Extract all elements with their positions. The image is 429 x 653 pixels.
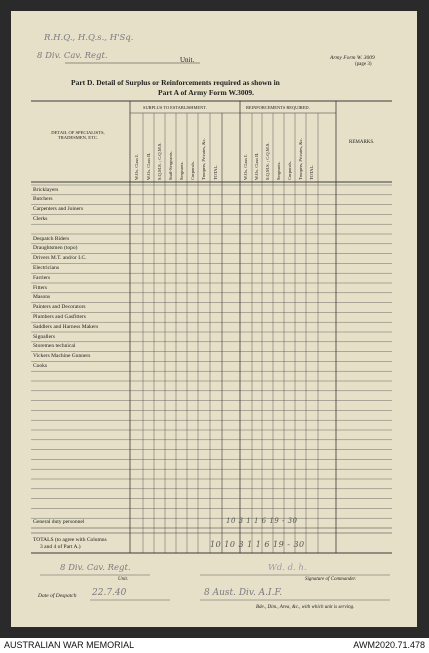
reinforcement-col-0: W.Os. Class I. [243, 154, 248, 180]
totals-values: 10 10 3 1 1 6 19 - 30 [210, 540, 305, 549]
reinforcement-col-5: Troopers, Privates, &c. [297, 138, 303, 180]
general-duty-label: General duty personnel [33, 519, 85, 525]
trade-label: Cooks [33, 362, 48, 369]
date-label: Date of Despatch [38, 593, 77, 599]
trade-label: Saddlers and Harness Makers [33, 323, 99, 330]
reinforcement-col-1: W.Os. Class II. [254, 152, 259, 180]
trade-label: Fitters [33, 284, 48, 291]
bde-label: Bde., Dim., Area, &c., with which unit is serving. [256, 605, 355, 610]
footer-accession: AWM2020.71.478 [353, 640, 425, 650]
form-title-line1: Part D. Detail of Surplus or Reinforcements required as shown in [71, 78, 280, 87]
footer-source: AUSTRALIAN WAR MEMORIAL [4, 640, 135, 650]
trade-label: Masons [33, 294, 51, 301]
surplus-header: SURPLUS TO ESTABLISHMENT. [143, 105, 207, 110]
trade-label: Clerks [33, 215, 48, 222]
surplus-col-1: W.Os. Class II. [145, 152, 151, 180]
remarks-header: REMARKS. [349, 140, 375, 145]
trade-label: Vickers Machine Gunners [33, 353, 91, 360]
bde-handwritten: 8 Aust. Div. A.I.F. [204, 588, 283, 598]
reinforcement-col-2: S.Q.M.S. ; C.Q.M.S. [264, 142, 270, 180]
totals-label-line2: 3 and 4 of Part A.) [40, 544, 81, 550]
trade-label: Carpenters and Joiners [33, 206, 84, 213]
reinforcement-col-4: Corporals. [286, 161, 292, 180]
trade-label: Plumbers and Gasfitters [33, 313, 86, 320]
date-handwritten: 22.7.40 [92, 588, 127, 598]
reinforcement-col-6: TOTAL. [309, 164, 314, 180]
trade-label: Despatch Riders [33, 235, 70, 242]
surplus-col-0: W.Os. Class I. [133, 154, 139, 180]
form-title-line2: Part A of Army Form W.3009. [158, 88, 255, 97]
surplus-col-3: Staff-Sergeants. [167, 151, 173, 180]
signoff-unit-label: Unit. [118, 577, 129, 582]
surplus-col-5: Corporals. [189, 161, 195, 180]
detail-header-line1: DETAIL OF SPECIALISTS, [51, 130, 105, 135]
trade-label: Bricklayers [33, 186, 59, 193]
surplus-col-4: Sergeants. [178, 161, 184, 180]
unit-handwritten: 8 Div. Cav. Regt. [37, 51, 108, 61]
signoff-unit-handwritten: 8 Div. Cav. Regt. [60, 563, 131, 573]
footer-bar [0, 638, 429, 653]
form-number: Army Form W. 3009 [330, 55, 375, 61]
unit-handwritten-top: R.H.Q., H.Q.s., H'Sq. [44, 33, 134, 43]
reinforcement-col-3: Sergeants. [275, 161, 281, 180]
trade-label: Signallers [33, 333, 55, 340]
trade-label: Storemen technical [33, 343, 76, 350]
trade-label: Farriers [33, 274, 51, 281]
trade-label: Electricians [33, 264, 59, 271]
detail-header [36, 130, 120, 140]
trade-label: Painters and Decorators [33, 304, 86, 311]
general-duty-values: 10 3 1 1 6 19 - 30 [226, 517, 298, 525]
commander-signature: Wd. d. h. [268, 563, 307, 573]
surplus-col-7: TOTAL. [213, 164, 218, 180]
detail-header-line2: TRADESMEN, ETC. [57, 135, 99, 140]
trade-label: Draughtsmen (topo) [33, 245, 78, 252]
trade-label: Drivers M.T. and/or I.C. [33, 255, 87, 262]
commander-label: Signature of Commander. [305, 577, 357, 582]
surplus-col-6: Troopers, Privates, &c. [201, 138, 206, 180]
page-number: (page 3) [355, 62, 372, 67]
unit-label: Unit. [180, 56, 195, 64]
trade-label: Butchers [33, 196, 53, 203]
reinforcements-header: REINFORCEMENTS REQUIRED. [246, 105, 310, 110]
surplus-col-2: S.Q.M.S. ; C.Q.M.S. [156, 142, 162, 180]
totals-label-line1: TOTALS (to agree with Columns [33, 537, 107, 543]
